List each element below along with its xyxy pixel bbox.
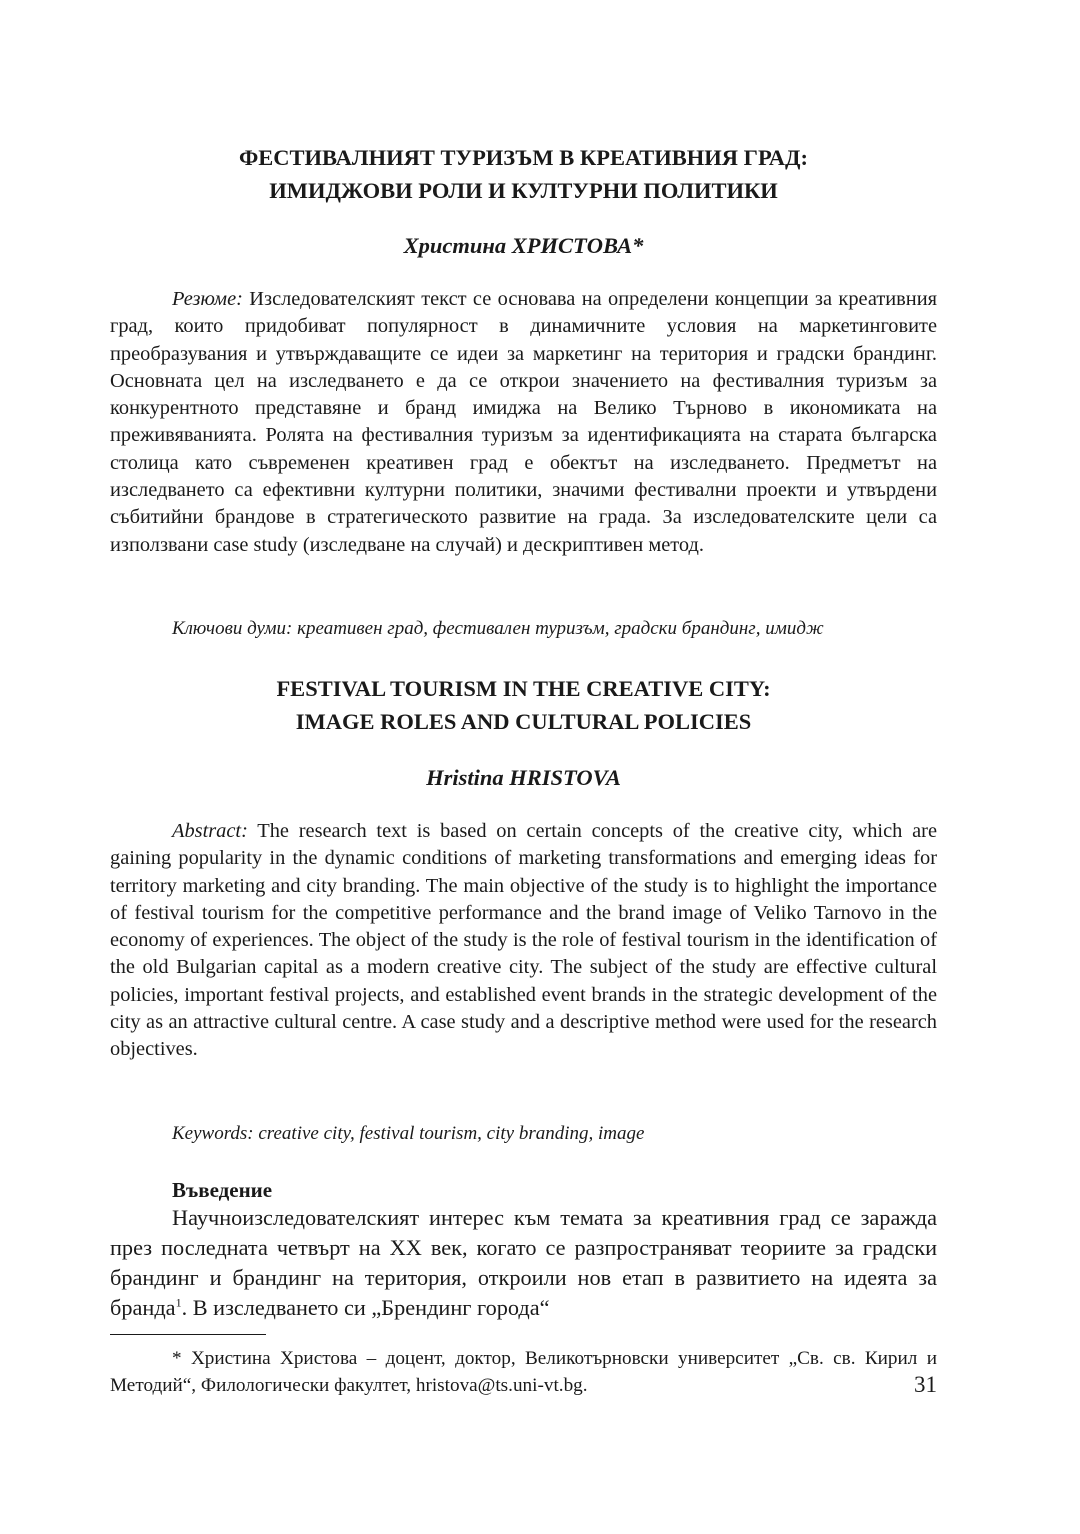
bulgarian-author: Христина ХРИСТОВА*: [403, 233, 644, 258]
footnote-reference: 1: [175, 1295, 182, 1310]
english-title-line-1: FESTIVAL TOURISM IN THE CREATIVE CITY:: [276, 676, 771, 701]
page-number: 31: [914, 1372, 937, 1397]
bulgarian-abstract: [110, 286, 937, 559]
footnote-divider: [110, 1334, 266, 1335]
english-abstract: [110, 818, 937, 1064]
english-abstract-text: The research text is based on certain concepts of the creative city, which are gaining popularity in the dynamic conditions of marketing transformations and emerging ideas for territory marketing and city branding. The main objective of the study is to highlight the importance of festival tourism for the competitive performance and the brand image of Veliko Tarnovo in the economy of experiences. The object of the study is the role of festival tourism in the identification of the old Bulgarian capital as a modern creative city. The subject of the study are effective cultural policies, important festival projects, and established event brands in the strategic development of the city as an attractive cultural centre. A case study and a descriptive method were used for the research objectives.: [110, 820, 937, 1061]
english-author: Hristina HRISTOVA: [426, 765, 621, 790]
english-keywords-block: [110, 1123, 937, 1145]
bulgarian-title-line-1: ФЕСТИВАЛНИЯТ ТУРИЗЪМ В КРЕАТИВНИЯ ГРАД:: [238, 145, 809, 170]
introduction-text: Научноизследователският интерес към темата за креативния град се заражда през последната четвърт на ХХ век, когато се разпространяват теориите за градски брандинг и брандинг на територия, откроили нов етап в развитието на идеята за бранда: [110, 1205, 937, 1320]
english-abstract-paragraph: [110, 818, 937, 1064]
bulgarian-keywords: Ключови думи: креативен град, фестивален туризъм, градски брандинг, имидж: [172, 618, 824, 639]
english-abstract-label: Abstract:: [172, 820, 248, 842]
introduction-heading: Въведение: [172, 1178, 273, 1202]
english-keywords: Keywords: creative city, festival tourism, city branding, image: [172, 1123, 645, 1144]
english-title: [110, 672, 937, 738]
introduction-paragraph: [110, 1203, 937, 1323]
bulgarian-abstract-label: Резюме:: [172, 288, 243, 310]
footnote-block: [110, 1345, 937, 1399]
introduction-text-continued: . В изследването си „Брендинг города“: [181, 1295, 550, 1320]
author-footnote: * Христина Христова – доцент, доктор, Великотърновски университет „Св. св. Кирил и Методий“, Филологически факултет, hristova@ts.uni-vt.bg.: [110, 1348, 937, 1396]
bulgarian-title-line-2: ИМИДЖОВИ РОЛИ И КУЛТУРНИ ПОЛИТИКИ: [269, 178, 778, 203]
bulgarian-abstract-paragraph: [110, 286, 937, 559]
bulgarian-keywords-block: [110, 618, 937, 640]
bulgarian-abstract-text: Изследователският текст се основава на определени концепции за креативния град, които придобиват популярност в динамичните условия на маркетинговите преобразувания и утвърждаващите се идеи за маркетинг на територия и градски брандинг. Основната цел на изследването е да се открои значението на фестивалния туризъм за конкурентното представяне и бранд имиджа на Велико Търново в икономиката на преживяванията. Ролята на фестивалния туризъм за идентификацията на старата българска столица като съвременен креативен град е обектът на изследването. Предметът на изследването са ефективни културни политики, значими фестивални проекти и утвърдени събитийни брандове в стратегическото развитие на града. За изследователските цели са използвани case study (изследване на случай) и дескриптивен метод.: [110, 288, 937, 556]
english-title-line-2: IMAGE ROLES AND CULTURAL POLICIES: [295, 709, 752, 734]
bulgarian-title: [110, 141, 937, 207]
introduction-section: [110, 1178, 937, 1323]
